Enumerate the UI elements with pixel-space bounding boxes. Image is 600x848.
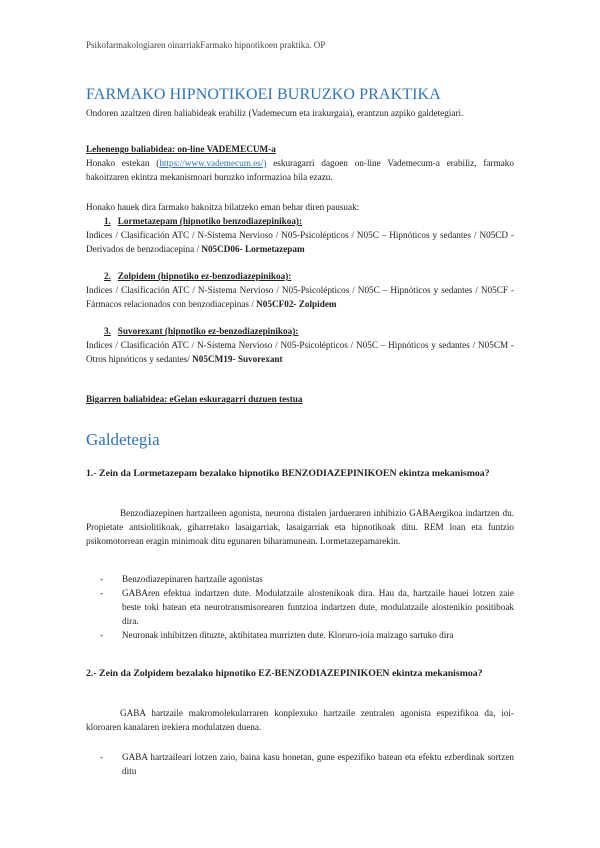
intro-paragraph: Ondoren azaltzen diren baliabideak erabiliz (Vademecum eta irakurgaia), erantzun azpiko galdetegiari.	[86, 108, 464, 118]
page-title: FARMAKO HIPNOTIKOEI BURUZKO PRAKTIKA	[86, 86, 441, 103]
drug-path	[86, 283, 514, 311]
vademecum-link[interactable]: https://www.vademecum.es/)	[159, 158, 267, 168]
list-item	[86, 586, 514, 628]
page-header: Psikofarmakologiaren oinarriakFarmako hipnotikoen praktika. OP	[86, 40, 326, 50]
resource2-heading: Bigarren baliabidea: eGelan eskuragarri duzuen testua	[86, 394, 303, 404]
drug-path-text: Indices / Clasificación ATC / N-Sistema Nervioso / N05-Psicolépticos / N05C – Hipnóticos y sedantes / N05CM - Otros hipnóticos y sedantes/	[86, 340, 514, 364]
instructions-text: Honako hauek dira farmako bakoitza bilatzeko eman behar diren pausuak:	[86, 202, 360, 212]
resource2-section	[86, 392, 514, 406]
resource1-heading: Lehenengo baliabidea: on-line VADEMECUM-a	[86, 144, 276, 154]
resource1-text-before: Honako estekan (	[86, 158, 160, 168]
answer-1-list	[86, 572, 514, 642]
instructions-section	[86, 200, 514, 256]
drug-code: N05CM19- Suvorexant	[192, 354, 283, 364]
drug-label: Lormetazepam (hipnotiko benzodiazepinikoa):	[117, 216, 303, 226]
bullet-dash: -	[100, 574, 104, 584]
drug-path-text: Indices / Clasificación ATC / N-Sistema Nervioso / N05-Psicolépticos / N05C – Hipnóticos y sedantes / N05CF - Fármacos relacionados con benzodiacepinas /	[86, 285, 514, 309]
resource1-text-after: eskuragarri dagoen on-line Vademecum-a erabiliz, farmako bakoitzaren ekintza mekanismoari buruzko informazioa bila ezazu.	[86, 158, 514, 182]
drug-label: Suvorexant (hipnotiko ez-benzodiazepinikoa):	[117, 326, 299, 336]
drug-number: 3.	[104, 326, 111, 336]
list-item-text: GABA hartzaileari lotzen zaio, baina kasu honetan, gune espezifiko batean eta efektu ezberdinak sortzen ditu	[122, 752, 514, 776]
drug-item	[86, 269, 514, 283]
bullet-dash: -	[100, 588, 104, 598]
question-2: 2.- Zein da Zolpidem bezalako hipnotiko EZ-BENZODIAZEPINIKOEN ekintza mekanismoa?	[86, 668, 483, 679]
drug-item	[86, 324, 514, 338]
answer-1-paragraph: Benzodiazepinen hartzaileen agonista, neurona distalen jardueraren inhibizio GABAergikoa indartzen du. Propietate antsiolitikoak, giharretako lasaigarriak, lasaigarriak eta hipnotikoak ditu. REM loan eta funtzio psikomotorrean eragin minimoak ditu egunaren biharamunean. Lormetazepamarekin.	[86, 508, 514, 546]
list-item-text: GABAren efektua indartzen dute. Modulatzaile alostenikoak dira. Hau da, hartzaile hauei lotzen zaie beste toki batean eta neurotransmisorearen funtzioa indartzen dute, modulatzaile alostenikio positiboak dira.	[122, 588, 514, 626]
drug-2-section	[86, 269, 514, 311]
list-item-text: Benzodiazepinaren hartzaile agonistas	[122, 574, 263, 584]
list-item	[86, 628, 514, 642]
drug-code: N05CD06- Lormetazepam	[201, 244, 305, 254]
drug-item	[86, 214, 514, 228]
drug-3-section	[86, 324, 514, 366]
list-item-text: Neuronak inhibitzen dituzte, aktibitatea murrizten dute. Kloruro-ioia maizago sartuko dira	[122, 630, 454, 640]
questionnaire-heading: Galdetegia	[86, 430, 160, 449]
drug-path-text: Indices / Clasificación ATC / N-Sistema Nervioso / N05-Psicolépticos / N05C – Hipnóticos y sedantes / N05CD - Derivados de benzodiacepina /	[86, 230, 514, 254]
answer-2-list	[86, 750, 514, 778]
resource1-section	[86, 142, 514, 184]
drug-number: 1.	[104, 216, 111, 226]
bullet-dash: -	[100, 630, 104, 640]
drug-path	[86, 228, 514, 256]
question-1: 1.- Zein da Lormetazepam bezalako hipnotiko BENZODIAZEPINIKOEN ekintza mekanismoa?	[86, 468, 490, 479]
list-item	[86, 572, 514, 586]
list-item	[86, 750, 514, 778]
resource1-text	[86, 156, 514, 184]
drug-number: 2.	[104, 271, 111, 281]
bullet-dash: -	[100, 752, 104, 762]
drug-label: Zolpidem (hipnotiko ez-benzodiazepinikoa):	[117, 271, 292, 281]
answer-2-paragraph: GABA hartzaile makromolekularraren konplexuko hartzaile zentralen agonista espezifikoa da, ioi-kloroaren kanalaren irekiera modulatzen duena.	[86, 708, 514, 732]
drug-path	[86, 338, 514, 366]
drug-code: N05CF02- Zolpidem	[256, 299, 337, 309]
